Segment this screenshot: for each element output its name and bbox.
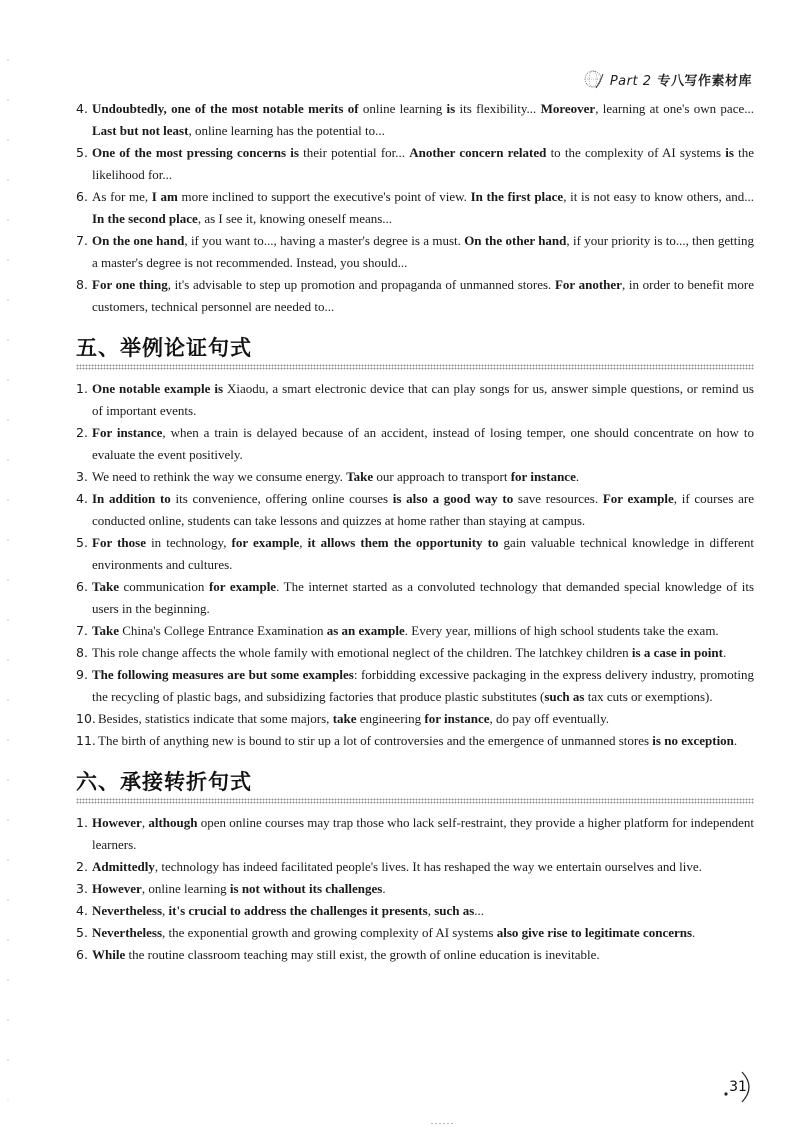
list-item: [76, 378, 754, 422]
item-number: 6.: [76, 947, 88, 962]
list-item: [76, 664, 754, 708]
item-number: 6.: [76, 189, 88, 204]
running-header: [582, 68, 752, 90]
section-divider: [76, 798, 754, 804]
item-text: For instance, when a train is delayed because of an accident, instead of losing temper, one should concentrate on how to evaluate the event positively.: [92, 425, 754, 462]
list-item: [76, 944, 754, 966]
item-number: 9.: [76, 667, 88, 682]
item-text: One of the most pressing concerns is their potential for... Another concern related to the complexity of AI systems is the likelihood for...: [92, 145, 754, 182]
item-text: As for me, I am more inclined to support the executive's point of view. In the first place, it is not easy to know others, and... In the second place, as I see it, knowing oneself means...: [92, 189, 754, 226]
item-text: The following measures are but some examples: forbidding excessive packaging in the express delivery industry, promoting the recycling of plastic bags, and subsidizing factories that produce plastic substitutes (such as tax cuts or exemptions).: [92, 667, 754, 704]
item-text: Take communication for example. The internet started as a convoluted technology that demanded special knowledge of its users in the beginning.: [92, 579, 755, 616]
page-number-text: 31: [729, 1079, 747, 1095]
list-item: [76, 856, 754, 878]
header-title: [610, 70, 752, 89]
item-text: The birth of anything new is bound to stir up a lot of controversies and the emergence of unmanned stores is no exception.: [98, 733, 738, 748]
list-item: [76, 230, 754, 274]
list-item: [76, 274, 754, 318]
item-number: 5.: [76, 535, 88, 550]
item-text: For those in technology, for example, it allows them the opportunity to gain valuable technical knowledge in different environments and cultures.: [92, 535, 755, 572]
section-title-examples: 五、举例论证句式: [76, 336, 252, 360]
list-item: [76, 730, 754, 752]
item-text: Take China's College Entrance Examination as an example. Every year, millions of high school students take the exam.: [92, 623, 719, 638]
item-number: 10.: [76, 711, 96, 726]
list-item: [76, 642, 754, 664]
list-examples: [76, 378, 754, 752]
page-number-bracket-icon: [718, 1070, 758, 1104]
item-number: 8.: [76, 645, 88, 660]
section-title-transitions: 六、承接转折句式: [76, 770, 252, 794]
item-number: 11.: [76, 733, 96, 748]
item-text: Admittedly, technology has indeed facilitated people's lives. It has reshaped the way we entertain ourselves and live.: [92, 859, 702, 874]
list-item: [76, 98, 754, 142]
globe-logo-icon: [582, 68, 604, 90]
item-text: For one thing, it's advisable to step up promotion and propaganda of unmanned stores. For another, in order to benefit more customers, technical personnel are needed to...: [92, 277, 754, 314]
item-text: One notable example is Xiaodu, a smart electronic device that can play songs for us, answer simple questions, or remind us of important events.: [92, 381, 754, 418]
list-transitions: [76, 812, 754, 966]
section-divider: [76, 364, 754, 370]
item-number: 5.: [76, 145, 88, 160]
list-item: [76, 922, 754, 944]
item-number: 3.: [76, 881, 88, 896]
item-text: In addition to its convenience, offering online courses is also a good way to save resources. For example, if courses are conducted online, students can take lessons and quizzes at home rather than staying at campus.: [92, 491, 754, 528]
item-number: 4.: [76, 491, 88, 506]
list-item: [76, 708, 754, 730]
footer-dots: [430, 1122, 454, 1125]
item-text: Besides, statistics indicate that some majors, take engineering for instance, do pay off eventually.: [98, 711, 610, 726]
list-item: [76, 142, 754, 186]
item-number: 2.: [76, 425, 88, 440]
list-item: [76, 422, 754, 466]
item-number: 5.: [76, 925, 88, 940]
margin-dots: [6, 40, 10, 1100]
list-item: [76, 186, 754, 230]
list-item: [76, 812, 754, 856]
item-number: 1.: [76, 381, 88, 396]
item-number: 1.: [76, 815, 88, 830]
item-text: Nevertheless, the exponential growth and growing complexity of AI systems also give rise to legitimate concerns.: [92, 925, 696, 940]
list-item: [76, 466, 754, 488]
item-number: 7.: [76, 623, 88, 638]
item-number: 2.: [76, 859, 88, 874]
part-label: Part 2: [609, 73, 652, 89]
item-number: 8.: [76, 277, 88, 292]
item-number: 4.: [76, 903, 88, 918]
item-text: Undoubtedly, one of the most notable merits of online learning is its flexibility... Moreover, learning at one's own pace... Last but not least, online learning has the potential to...: [92, 101, 754, 138]
list-item: [76, 900, 754, 922]
item-number: 3.: [76, 469, 88, 484]
item-number: 7.: [76, 233, 88, 248]
item-text: On the one hand, if you want to..., having a master's degree is a must. On the other hand, if your priority is to..., then getting a master's degree is not recommended. Instead, you should...: [92, 233, 754, 270]
item-text: However, online learning is not without its challenges.: [92, 881, 386, 896]
list-item: [76, 576, 754, 620]
item-number: 4.: [76, 101, 88, 116]
item-text: While the routine classroom teaching may still exist, the growth of online education is inevitable.: [92, 947, 600, 962]
item-text: We need to rethink the way we consume energy. Take our approach to transport for instance.: [92, 469, 580, 484]
page-content: [76, 98, 754, 966]
list-item: [76, 488, 754, 532]
item-text: Nevertheless, it's crucial to address the challenges it presents, such as...: [92, 903, 485, 918]
item-number: 6.: [76, 579, 88, 594]
list-item: [76, 878, 754, 900]
book-title: 专八写作素材库: [657, 73, 752, 89]
page-number: [718, 1070, 758, 1104]
list-item: [76, 620, 754, 642]
item-text: However, although open online courses may trap those who lack self-restraint, they provide a higher platform for independent learners.: [92, 815, 754, 852]
item-text: This role change affects the whole family with emotional neglect of the children. The latchkey children is a case in point.: [92, 645, 727, 660]
list-continued: [76, 98, 754, 318]
list-item: [76, 532, 754, 576]
